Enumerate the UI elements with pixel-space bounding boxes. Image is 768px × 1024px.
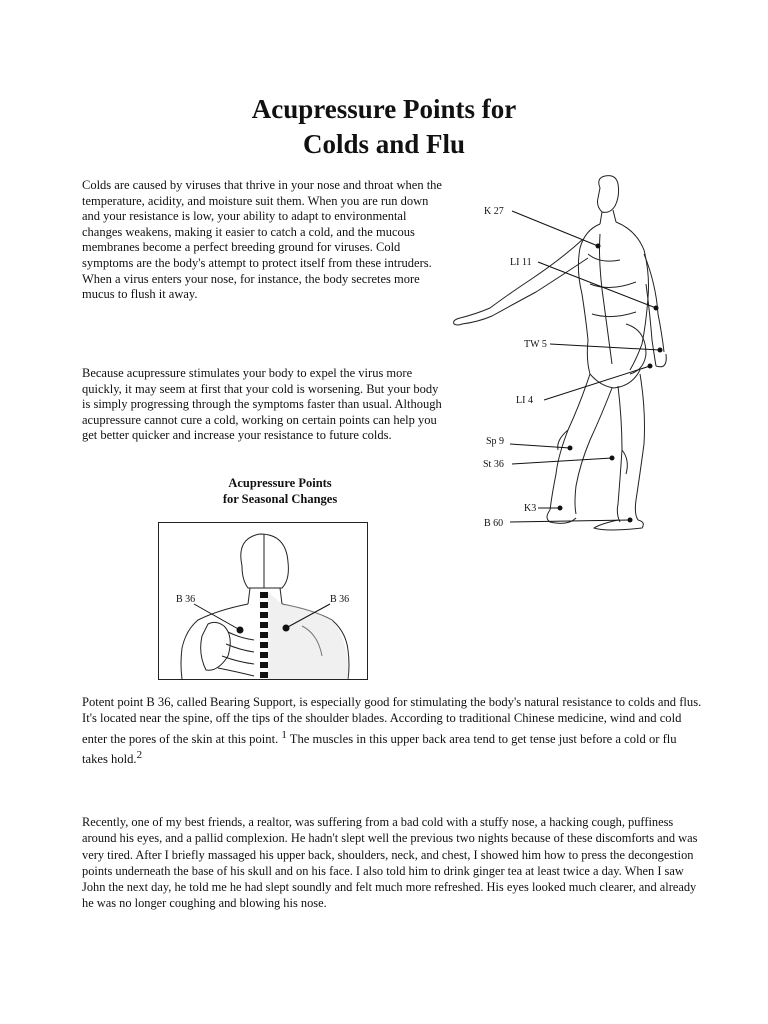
point-label-b60: B 60 <box>484 518 504 529</box>
paragraph3-text-b: The muscles in this upper back area tend to get tense just before a cold or flu takes hold. <box>82 731 677 766</box>
body-acupressure-illustration <box>450 174 690 536</box>
back-label-b36-right: B 36 <box>330 594 350 605</box>
point-label-k3: K3 <box>524 503 537 514</box>
back-label-b36-left: B 36 <box>176 594 196 605</box>
point-label-sp9: Sp 9 <box>486 436 505 447</box>
point-label-tw5: TW 5 <box>524 339 547 350</box>
title-line-2: Colds and Flu <box>302 129 466 159</box>
page-title <box>0 92 768 162</box>
upper-back-illustration <box>158 522 368 680</box>
anecdote-paragraph: Recently, one of my best friends, a realtor, was suffering from a bad cold with a stuffy nose, a hacking cough, puffiness around his eyes, and a pallid complexion. He hadn't slept well the previous two nights because of these discomforts and was very tired. After I briefly massaged his upper back, shoulders, neck, and chest, I showed him how to press the decongestion points underneath the base of his skull and on his face. I also told him to drink ginger tea at least twice a day. When I saw John the next day, he told me he had slept soundly and felt much more refreshed. His eyes looked much clearer, and already he was no longer coughing and blowing his nose. <box>82 815 698 911</box>
paragraph3-text-a: Potent point B 36, called Bearing Support, is especially good for stimulating the body's natural resistance to colds and flus. It's located near the spine, off the tips of the shoulder blades. According to traditional Chinese medicine, wind and cold enter the pores of the skin at this point. <box>82 695 702 746</box>
footnote-ref-2[interactable]: 2 <box>136 748 143 761</box>
point-label-li4: LI 4 <box>516 395 533 406</box>
bearing-support-paragraph <box>82 694 702 767</box>
figure-caption <box>160 475 400 507</box>
caption-line-2: for Seasonal Changes <box>222 492 338 506</box>
acupressure-paragraph: Because acupressure stimulates your body to expel the virus more quickly, it may seem at first that your cold is worsening. But your body is simply progressing through the symptoms faster than usual. Although acupressure cannot cure a cold, working on certain points can help you get better quicker and increase your resistance to future colds. <box>82 366 442 443</box>
point-label-k27: K 27 <box>484 206 504 217</box>
intro-paragraph: Colds are caused by viruses that thrive in your nose and throat when the temperature, acidity, and moisture suit them. When you are run down and your resistance is low, your ability to adapt to environmental changes weakens, making it easier to catch a cold, and the mucous membranes become a perfect breeding ground for viruses. Cold symptoms are the body's attempt to protect itself from these intruders. When a virus enters your nose, for instance, the body secretes more mucus to flush it away. <box>82 178 442 302</box>
footnote-ref-1[interactable]: 1 <box>281 728 287 741</box>
caption-line-1: Acupressure Points <box>228 476 332 490</box>
title-line-1: Acupressure Points for <box>251 94 517 124</box>
point-label-st36: St 36 <box>483 459 504 470</box>
point-label-li11: LI 11 <box>510 257 532 268</box>
